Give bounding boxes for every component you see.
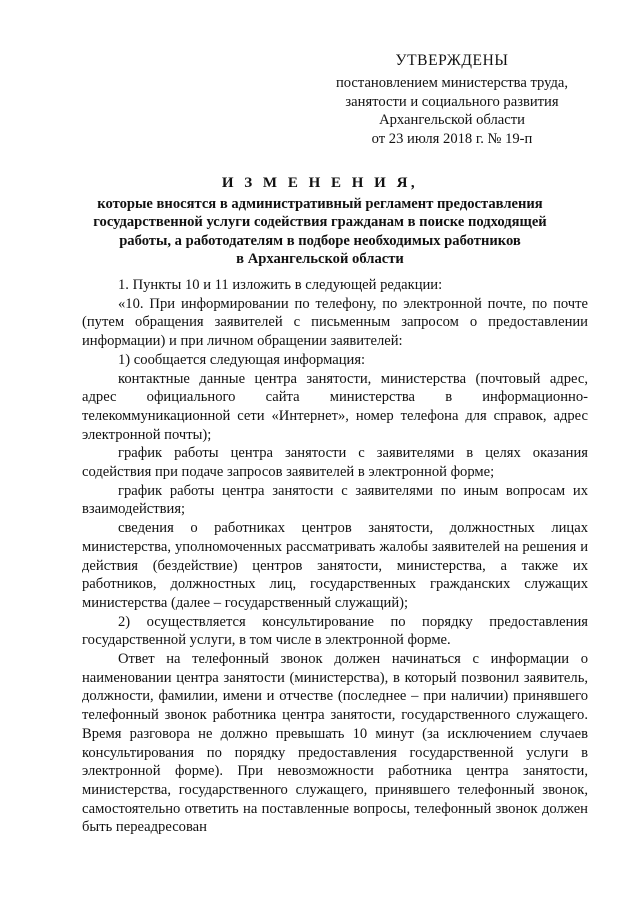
document-subtitle-line: в Архангельской области: [236, 251, 404, 268]
approval-label: УТВЕРЖДЕНЫ: [395, 52, 509, 69]
body-paragraph: график работы центра занятости с заявителями в целях оказания содействия при подаче запросов заявителей в электронной форме;: [82, 445, 588, 481]
document-subtitle-line: государственной услуги содействия гражданам в поиске подходящей: [93, 214, 547, 231]
approval-line: постановлением министерства труда,: [335, 74, 569, 91]
body-paragraph: Ответ на телефонный звонок должен начинаться с информации о наименовании центра занятости (министерства), в который позвонил заявитель, должности, фамилии, имени и отчестве (последнее – при наличии) принявшего телефонный звонок работника центра занятости, государственного служащего. Время разговора не должно превышать 10 минут (за исключением случаев консультирования по порядку предоставления государственной услуги в электронной форме). При невозможности работника центра занятости, министерства, государственного служащего, принявшего телефонный звонок, самостоятельно ответить на поставленные вопросы, телефонный звонок должен быть переадресован: [82, 651, 588, 836]
approval-stamp: [322, 52, 582, 149]
document-subtitle-line: работы, а работодателям в подборе необходимых работников: [119, 232, 521, 249]
approval-line: Архангельской области: [379, 112, 525, 129]
body-paragraph: 1. Пункты 10 и 11 изложить в следующей редакции:: [118, 277, 443, 293]
body-paragraph: «10. При информировании по телефону, по электронной почте, по почте (путем обращения заявителей с письменным запросом о предоставлении информации) и при личном обращении заявителей:: [82, 295, 588, 350]
document-subtitle-line: которые вносятся в административный регламент предоставления: [97, 195, 543, 212]
body-paragraph: сведения о работниках центров занятости, должностных лицах министерства, уполномоченных рассматривать жалобы заявителей на решения и действия (бездействие) центров занятости, министерства, а также их работников, должностных лиц, государственных гражданских служащих министерства (далее – государственный служащий);: [82, 520, 588, 611]
approval-line: от 23 июля 2018 г. № 19-п: [371, 131, 533, 148]
body-paragraph: график работы центра занятости с заявителями по иным вопросам их взаимодействия;: [82, 482, 588, 518]
document-title: И З М Е Н Е Н И Я,: [221, 175, 419, 191]
approval-line: занятости и социального развития: [345, 93, 559, 110]
document-heading: [70, 174, 570, 269]
body-paragraph: 1) сообщается следующая информация:: [118, 351, 366, 368]
body-paragraph: контактные данные центра занятости, министерства (почтовый адрес, адрес официального сайта министерства в информационно-телекоммуникационной сети «Интернет», номер телефона для справок, адрес электронной почты);: [82, 370, 588, 443]
document-body: [82, 276, 588, 837]
body-paragraph: 2) осуществляется консультирование по порядку предоставления государственной услуги, в том числе в электронной форме.: [82, 613, 588, 649]
